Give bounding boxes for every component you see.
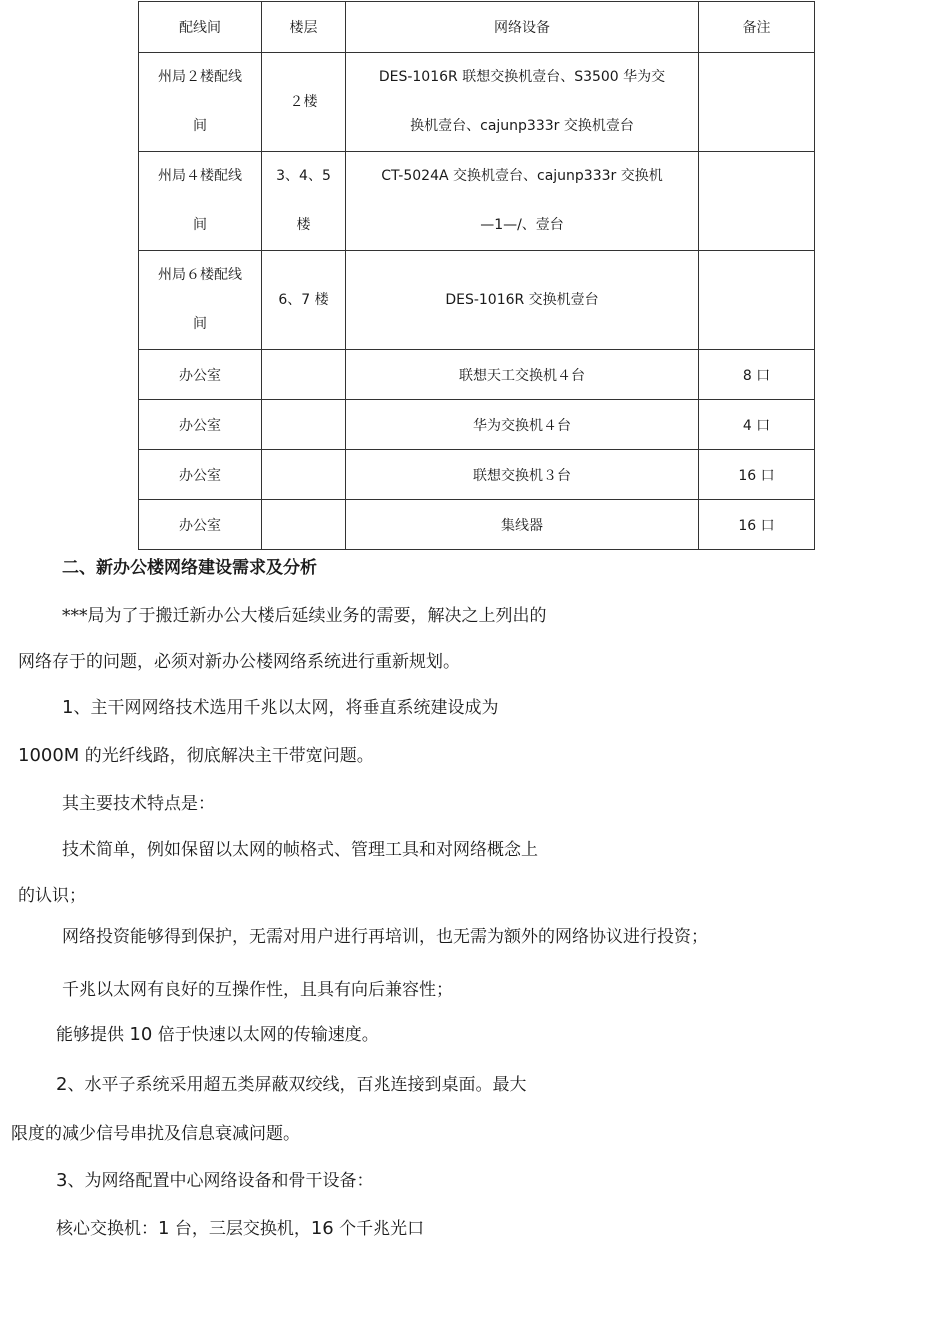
table-row — [139, 152, 815, 251]
section-heading: 二、新办公楼网络建设需求及分析 — [62, 558, 317, 578]
cell-note: 8 口 — [699, 350, 815, 400]
cell-note — [699, 53, 815, 152]
cell-room: 州局４楼配线 间 — [139, 152, 262, 251]
paragraph-intro-line1: ***局为了于搬迁新办公大楼后延续业务的需要，解决之上列出的 — [62, 606, 547, 626]
cell-note: 16 口 — [699, 500, 815, 550]
header-device: 网络设备 — [346, 2, 699, 53]
table-row — [139, 350, 815, 400]
header-floor: 楼层 — [262, 2, 346, 53]
table-row — [139, 500, 815, 550]
paragraph-item1-line2: 1000M 的光纤线路，彻底解决主干带宽问题。 — [18, 745, 374, 766]
cell-room: 办公室 — [139, 350, 262, 400]
cell-device: 联想交换机３台 — [346, 450, 699, 500]
cell-floor — [262, 350, 346, 400]
cell-note — [699, 251, 815, 350]
cell-device: 集线器 — [346, 500, 699, 550]
cell-room: 州局２楼配线 间 — [139, 53, 262, 152]
paragraph-features-intro: 其主要技术特点是： — [62, 794, 215, 814]
network-equipment-table — [138, 1, 815, 550]
cell-floor — [262, 400, 346, 450]
cell-note: 4 口 — [699, 400, 815, 450]
paragraph-feature3: 千兆以太网有良好的互操作性，且具有向后兼容性； — [62, 980, 453, 1000]
paragraph-item3: 3、为网络配置中心网络设备和骨干设备： — [56, 1170, 374, 1191]
header-room: 配线间 — [139, 2, 262, 53]
cell-note: 16 口 — [699, 450, 815, 500]
cell-room: 办公室 — [139, 450, 262, 500]
table-row — [139, 53, 815, 152]
table-row — [139, 251, 815, 350]
table-header-row — [139, 2, 815, 53]
paragraph-item2-line2: 限度的减少信号串扰及信息衰减问题。 — [11, 1124, 300, 1144]
paragraph-feature1-line2: 的认识； — [18, 886, 86, 906]
cell-floor: 3、4、5 楼 — [262, 152, 346, 251]
table-row — [139, 450, 815, 500]
cell-floor: ２楼 — [262, 53, 346, 152]
paragraph-core-switch: 核心交换机：1 台，三层交换机，16 个千兆光口 — [56, 1218, 425, 1239]
cell-room: 办公室 — [139, 400, 262, 450]
paragraph-item1-line1: 1、主干网网络技术选用千兆以太网，将垂直系统建设成为 — [62, 697, 499, 718]
cell-device: DES-1016R 联想交换机壹台、S3500 华为交 换机壹台、cajunp333r 交换机壹台 — [346, 53, 699, 152]
cell-device: 联想天工交换机４台 — [346, 350, 699, 400]
cell-device: CT-5024A 交换机壹台、cajunp333r 交换机 —1—/、壹台 — [346, 152, 699, 251]
cell-device: 华为交换机４台 — [346, 400, 699, 450]
cell-room: 州局６楼配线 间 — [139, 251, 262, 350]
header-note: 备注 — [699, 2, 815, 53]
cell-floor — [262, 500, 346, 550]
paragraph-feature1-line1: 技术简单，例如保留以太网的帧格式、管理工具和对网络概念上 — [62, 840, 538, 860]
cell-note — [699, 152, 815, 251]
paragraph-feature4: 能够提供 10 倍于快速以太网的传输速度。 — [56, 1024, 379, 1045]
cell-room: 办公室 — [139, 500, 262, 550]
cell-device: DES-1016R 交换机壹台 — [346, 251, 699, 350]
cell-floor — [262, 450, 346, 500]
paragraph-item2-line1: 2、水平子系统采用超五类屏蔽双绞线，百兆连接到桌面。最大 — [56, 1074, 527, 1095]
paragraph-intro-line2: 网络存于的问题，必须对新办公楼网络系统进行重新规划。 — [18, 652, 460, 672]
paragraph-feature2: 网络投资能够得到保护，无需对用户进行再培训，也无需为额外的网络协议进行投资； — [62, 927, 708, 947]
table-row — [139, 400, 815, 450]
cell-floor: 6、7 楼 — [262, 251, 346, 350]
